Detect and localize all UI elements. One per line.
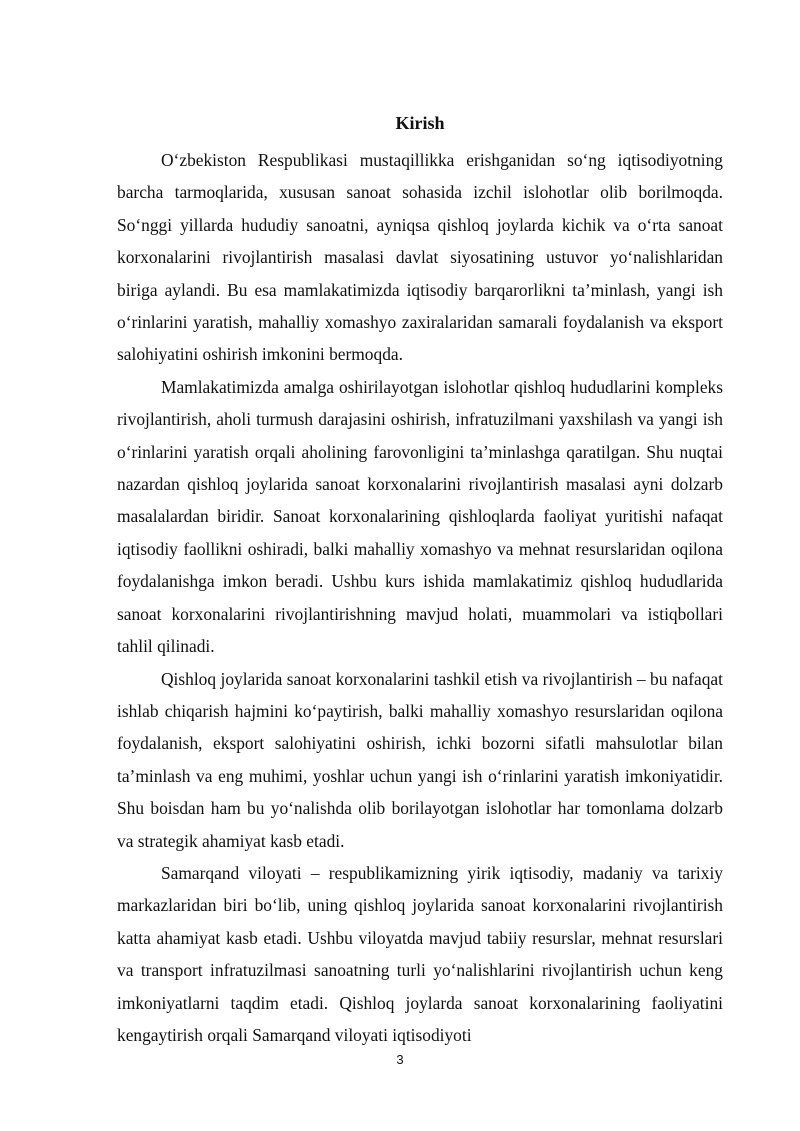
document-body <box>117 111 723 1051</box>
paragraph-3: Qishloq joylarida sanoat korxonalarini tashkil etish va rivojlantirish – bu nafaqat ishlab chiqarish hajmini ko‘paytirish, balki mahalliy xomashyo resurslaridan oqilona foydalanish, eksport salohiyatini oshirish, ichki bozorni sifatli mahsulotlar bilan ta’minlash va eng muhimi, yoshlar uchun yangi ish o‘rinlarini yaratish imkoniyatidir. Shu boisdan ham bu yo‘nalishda olib borilayotgan islohotlar har tomonlama dolzarb va strategik ahamiyat kasb etadi. <box>117 668 723 851</box>
paragraph-1: O‘zbekiston Respublikasi mustaqillikka erishganidan so‘ng iqtisodiyotning barcha tarmoqlarida, xususan sanoat sohasida izchil islohotlar olib borilmoqda. So‘nggi yillarda hududiy sanoatni, ayniqsa qishloq joylarda kichik va o‘rta sanoat korxonalarini rivojlantirish masalasi davlat siyosatining ustuvor yo‘nalishlaridan biriga aylandi. Bu esa mamlakatimizda iqtisodiy barqarorlikni ta’minlash, yangi ish o‘rinlarini yaratish, mahalliy xomashyo zaxiralaridan samarali foydalanish va eksport salohiyatini oshirish imkonini bermoqda. <box>117 150 723 365</box>
section-title: Kirish <box>395 113 445 133</box>
page-number: 3 <box>396 1052 404 1067</box>
paragraph-4: Samarqand viloyati – respublikamizning yirik iqtisodiy, madaniy va tarixiy markazlaridan biri bo‘lib, uning qishloq joylarida sanoat korxonalarini rivojlantirish katta ahamiyat kasb etadi. Ushbu viloyatda mavjud tabiiy resurslar, mehnat resurslari va transport infratuzilmasi sanoatning turli yo‘nalishlarini rivojlantirish uchun keng imkoniyatlarni taqdim etadi. Qishloq joylarda sanoat korxonalarining faoliyatini kengaytirish orqali Samarqand viloyati iqtisodiyoti <box>117 862 723 1045</box>
paragraph-2: Mamlakatimizda amalga oshirilayotgan islohotlar qishloq hududlarini kompleks rivojlantirish, aholi turmush darajasini oshirish, infratuzilmani yaxshilash va yangi ish o‘rinlarini yaratish orqali aholining farovonligini ta’minlashga qaratilgan. Shu nuqtai nazardan qishloq joylarida sanoat korxonalarini rivojlantirish masalasi ayni dolzarb masalalardan biridir. Sanoat korxonalarining qishloqlarda faoliyat yuritishi nafaqat iqtisodiy faollikni oshiradi, balki mahalliy xomashyo va mehnat resurslaridan oqilona foydalanishga imkon beradi. Ushbu kurs ishida mamlakatimiz qishloq hududlarida sanoat korxonalarini rivojlantirishning mavjud holati, muammolari va istiqbollari tahlil qilinadi. <box>117 376 723 657</box>
